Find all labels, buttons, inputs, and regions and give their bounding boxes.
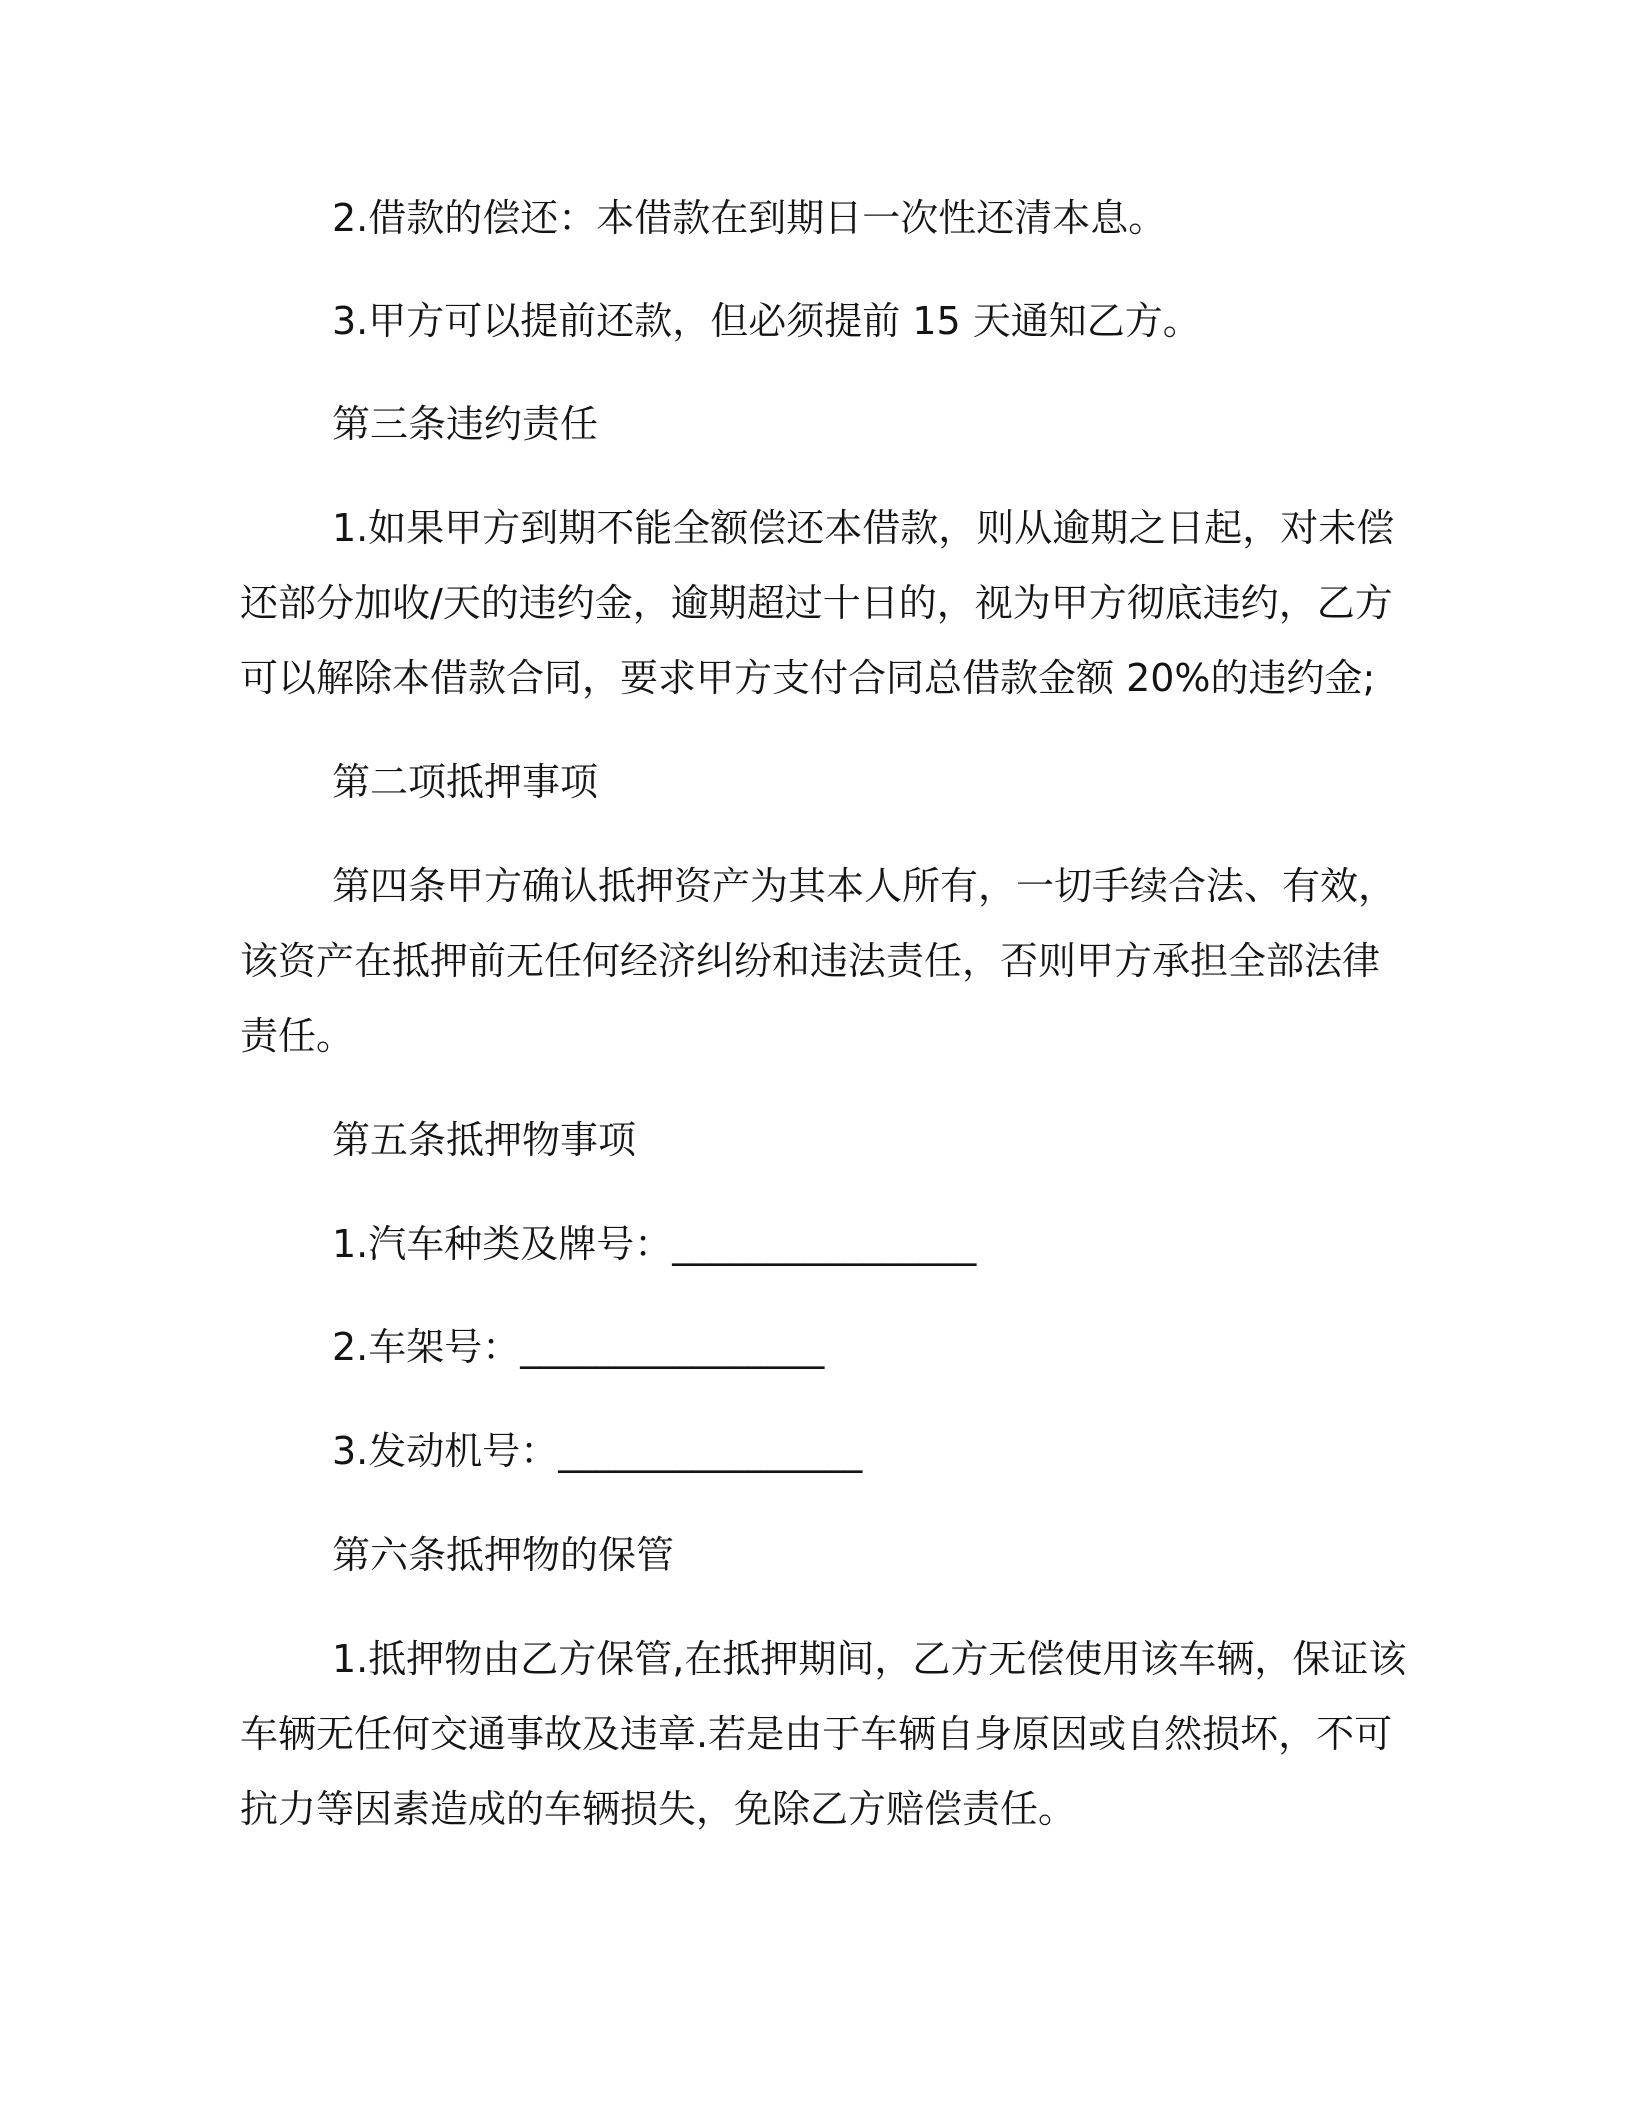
article-6-heading: 第六条抵押物的保管 bbox=[332, 1533, 675, 1577]
article-3-heading: 第三条违约责任 bbox=[332, 402, 599, 446]
clause-2-repayment: 2.借款的偿还：本借款在到期日一次性还清本息。 bbox=[332, 196, 1167, 240]
article-6-item-1-line-3: 抗力等因素造成的车辆损失，免除乙方赔偿责任。 bbox=[240, 1787, 1077, 1831]
article-5-heading: 第五条抵押物事项 bbox=[332, 1118, 637, 1162]
article-4-line-3: 责任。 bbox=[240, 1014, 355, 1058]
clause-3-early-repayment: 3.甲方可以提前还款，但必须提前 15 天通知乙方。 bbox=[332, 299, 1201, 343]
article-3-item-1-line-2: 还部分加收/天的违约金，逾期超过十日的，视为甲方彻底违约，乙方 bbox=[240, 581, 1393, 625]
frame-number-field: 2.车架号：________________ bbox=[332, 1325, 825, 1369]
vehicle-type-plate-field: 1.汽车种类及牌号：________________ bbox=[332, 1222, 977, 1266]
article-3-item-1-line-3: 可以解除本借款合同，要求甲方支付合同总借款金额 20%的违约金; bbox=[240, 656, 1376, 700]
article-3-item-1-line-1: 1.如果甲方到期不能全额偿还本借款，则从逾期之日起，对未偿 bbox=[332, 506, 1395, 550]
article-4-line-2: 该资产在抵押前无任何经济纠纷和违法责任，否则甲方承担全部法律 bbox=[240, 939, 1381, 983]
engine-number-field: 3.发动机号：________________ bbox=[332, 1429, 863, 1473]
article-6-item-1-line-2: 车辆无任何交通事故及违章.若是由于车辆自身原因或自然损坏，不可 bbox=[240, 1712, 1393, 1756]
article-6-item-1-line-1: 1.抵押物由乙方保管,在抵押期间，乙方无偿使用该车辆，保证该 bbox=[332, 1637, 1407, 1681]
article-4-line-1: 第四条甲方确认抵押资产为其本人所有，一切手续合法、有效， bbox=[332, 864, 1397, 908]
section-2-heading: 第二项抵押事项 bbox=[332, 760, 599, 804]
